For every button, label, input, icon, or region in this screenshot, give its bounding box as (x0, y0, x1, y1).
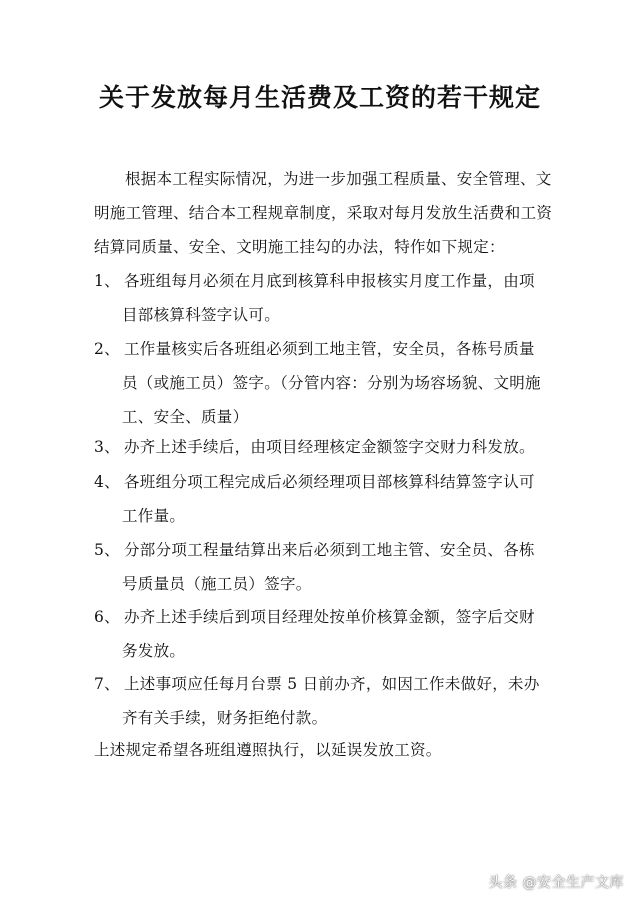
rule-text-line: 各班组每月必须在月底到核算科申报核实月度工作量，由项 (124, 272, 535, 290)
intro-paragraph: 根据本工程实际情况，为进一步加强工程质量、安全管理、文明施工管理、结合本工程规章制度，采取对每月发放生活费和工资结算同质量、安全、文明施工挂勾的办法，特作如下规定： (94, 170, 553, 256)
rule-number: 6、 (94, 608, 120, 626)
rule-text-line: 务发放。 (122, 642, 186, 660)
rule-text-line: 办齐上述手续后，由项目经理核定金额签字交财力科发放。 (124, 438, 535, 456)
rule-text-line: 工作量核实后各班组必须到工地主管，安全员，各栋号质量 (124, 340, 535, 358)
rule-number: 1、 (94, 272, 120, 290)
rule-item-5 (94, 533, 554, 601)
rule-text-line: 员（或施工员）签字。（分管内容：分别为场容场貌、文明施 (122, 374, 541, 392)
rule-number: 2、 (94, 340, 120, 358)
watermark-text: 头条 @安全生产文库 (488, 875, 624, 891)
rule-text-line: 上述事项应任每月台票 5 日前办齐，如因工作未做好，未办 (124, 675, 540, 693)
rule-item-4 (94, 465, 554, 533)
rule-item-1 (94, 264, 554, 332)
rule-text-line: 号质量员（施工员）签字。 (122, 575, 312, 593)
rule-number: 4、 (94, 473, 120, 491)
rule-item-3 (94, 430, 554, 464)
closing-paragraph: 上述规定希望各班组遵照执行，以延误发放工资。 (94, 741, 442, 759)
rule-number: 3、 (94, 438, 120, 456)
rule-text-line: 各班组分项工程完成后必须经理项目部核算科结算签字认可 (124, 473, 535, 491)
rule-text-line: 工、安全、质量） (122, 408, 249, 426)
rule-item-6 (94, 600, 554, 668)
rule-text-line: 齐有关手续，财务拒绝付款。 (122, 709, 328, 727)
rule-item-2 (94, 332, 554, 434)
rule-number: 7、 (94, 675, 120, 693)
rule-text-line: 办齐上述手续后到项目经理处按单价核算金额，签字后交财 (124, 608, 535, 626)
rule-text-line: 分部分项工程量结算出来后必须到工地主管、安全员、各栋 (124, 541, 535, 559)
document-title: 关于发放每月生活费及工资的若干规定 (98, 83, 541, 112)
rule-number: 5、 (94, 541, 120, 559)
rule-text-line: 工作量。 (122, 507, 186, 525)
rule-item-7 (94, 667, 554, 735)
rule-text-line: 目部核算科签字认可。 (122, 306, 281, 324)
